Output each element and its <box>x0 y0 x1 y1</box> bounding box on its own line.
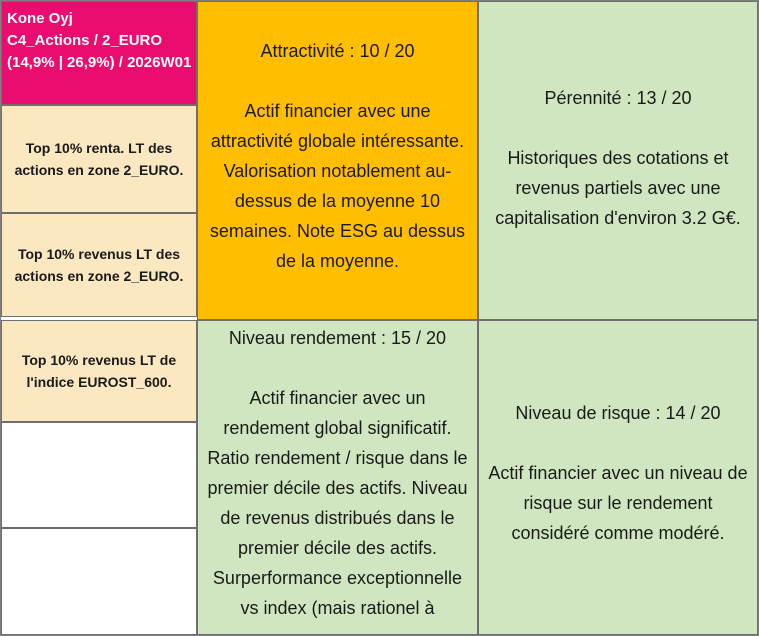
rendement-description: Actif financier avec un rendement global significatif. Ratio rendement / risque dans le premier décile des actifs. Niveau de revenus distribués dans le premier décile des actifs. Surperformance exceptionnelle vs index (mais rationel à <box>207 388 468 618</box>
tag-label: Top 10% revenus LT de l'indice EUROST_600. <box>21 352 177 390</box>
asset-stats: (14,9% | 26,9%) / 2026W01 <box>7 54 192 71</box>
empty-tag-slot <box>1 422 197 528</box>
risque-score: Niveau de risque : 14 / 20 <box>515 403 721 423</box>
asset-title-block <box>1 1 197 105</box>
empty-tag-slot <box>1 528 197 635</box>
tag-renta-actions <box>1 105 197 213</box>
perennite-description: Historiques des cotations et revenus partiels avec une capitalisation d'environ 3.2 G€. <box>495 148 741 228</box>
attractivite-score: Attractivité : 10 / 20 <box>260 41 415 61</box>
attractivite-panel <box>197 1 478 320</box>
rendement-score: Niveau rendement : 15 / 20 <box>228 328 447 348</box>
perennite-score: Pérennité : 13 / 20 <box>544 88 692 108</box>
rendement-panel <box>197 320 478 635</box>
tag-label: Top 10% revenus LT des actions en zone 2_EURO. <box>14 246 184 284</box>
tag-revenus-actions <box>1 213 197 317</box>
tag-label: Top 10% renta. LT des actions en zone 2_EURO. <box>14 140 184 178</box>
asset-category: C4_Actions / 2_EURO <box>7 32 163 49</box>
company-name: Kone Oyj <box>7 10 73 27</box>
risque-panel <box>478 320 758 635</box>
tag-revenus-indice <box>1 320 197 422</box>
attractivite-description: Actif financier avec une attractivité globale intéressante. Valorisation notablement au-dessus de la moyenne 10 semaines. Note ESG au dessus de la moyenne. <box>209 101 466 271</box>
risque-description: Actif financier avec un niveau de risque sur le rendement considéré comme modéré. <box>488 463 748 543</box>
perennite-panel <box>478 1 758 320</box>
